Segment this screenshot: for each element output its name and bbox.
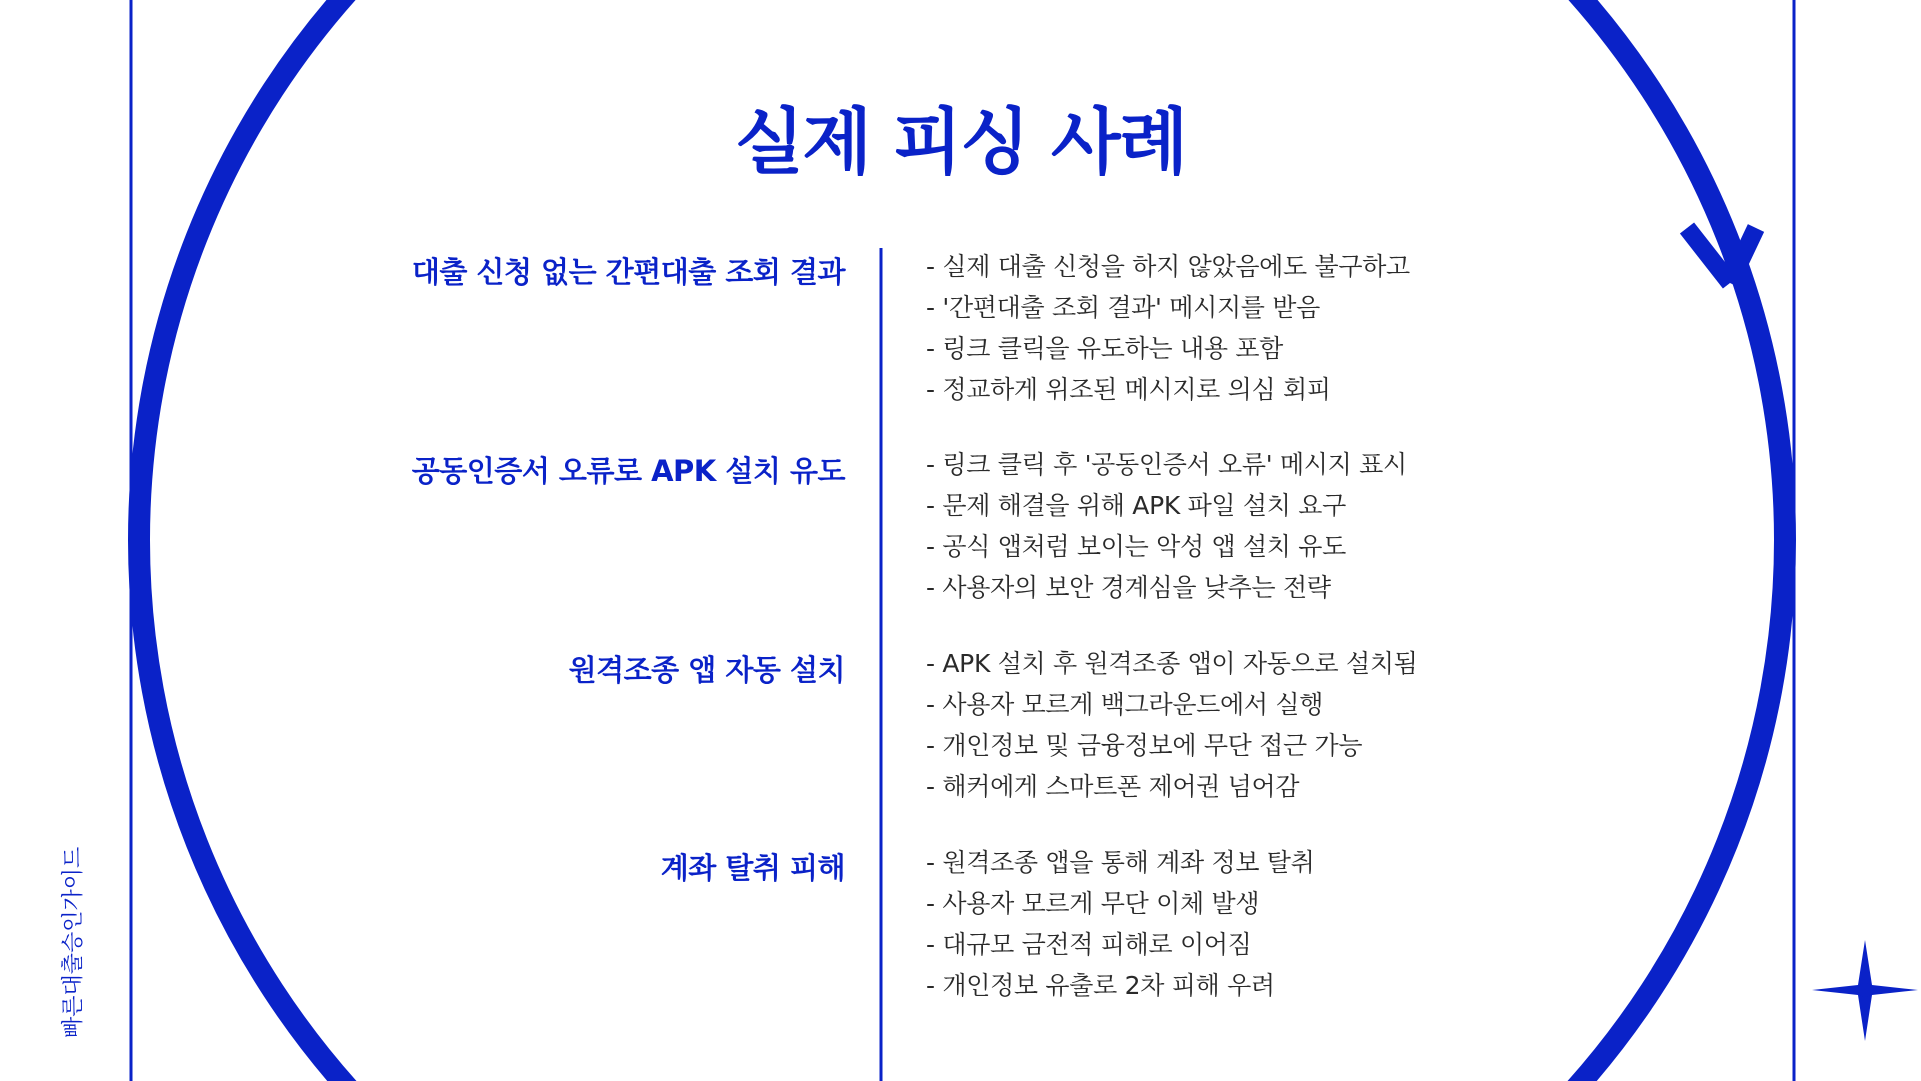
case-bullet: - 개인정보 및 금융정보에 무단 접근 가능 <box>926 725 1418 766</box>
case-bullet-list <box>926 246 1410 410</box>
case-bullet: - 실제 대출 신청을 하지 않았음에도 불구하고 <box>926 246 1410 287</box>
case-bullet: - 사용자의 보안 경계심을 낮추는 전략 <box>926 567 1407 608</box>
case-heading: 원격조종 앱 자동 설치 <box>568 653 845 687</box>
case-bullet: - 대규모 금전적 피해로 이어짐 <box>926 924 1315 965</box>
case-bullet: - 링크 클릭 후 '공동인증서 오류' 메시지 표시 <box>926 444 1407 485</box>
case-bullet: - 링크 클릭을 유도하는 내용 포함 <box>926 328 1410 369</box>
case-bullet-list <box>926 643 1418 807</box>
case-bullet: - APK 설치 후 원격조종 앱이 자동으로 설치됨 <box>926 643 1418 684</box>
case-heading: 공동인증서 오류로 APK 설치 유도 <box>411 454 845 488</box>
case-bullet: - 정교하게 위조된 메시지로 의심 회피 <box>926 369 1410 410</box>
case-bullet: - 개인정보 유출로 2차 피해 우려 <box>926 965 1315 1006</box>
case-bullet: - 사용자 모르게 무단 이체 발생 <box>926 883 1315 924</box>
case-heading: 계좌 탈취 피해 <box>660 851 845 885</box>
case-bullet: - '간편대출 조회 결과' 메시지를 받음 <box>926 287 1410 328</box>
case-bullet: - 공식 앱처럼 보이는 악성 앱 설치 유도 <box>926 526 1407 567</box>
case-bullet-list <box>926 444 1407 608</box>
case-heading: 대출 신청 없는 간편대출 조회 결과 <box>411 255 845 289</box>
case-bullet: - 해커에게 스마트폰 제어권 넘어감 <box>926 766 1418 807</box>
page-title: 실제 피싱 사례 <box>734 100 1187 184</box>
sparkle-star-icon <box>1812 940 1918 1041</box>
side-brand-label: 빠른대출승인가이드 <box>61 846 86 1038</box>
case-bullet-list <box>926 842 1315 1006</box>
case-bullet: - 원격조종 앱을 통해 계좌 정보 탈취 <box>926 842 1315 883</box>
case-bullet: - 사용자 모르게 백그라운드에서 실행 <box>926 684 1418 725</box>
case-bullet: - 문제 해결을 위해 APK 파일 설치 요구 <box>926 485 1407 526</box>
